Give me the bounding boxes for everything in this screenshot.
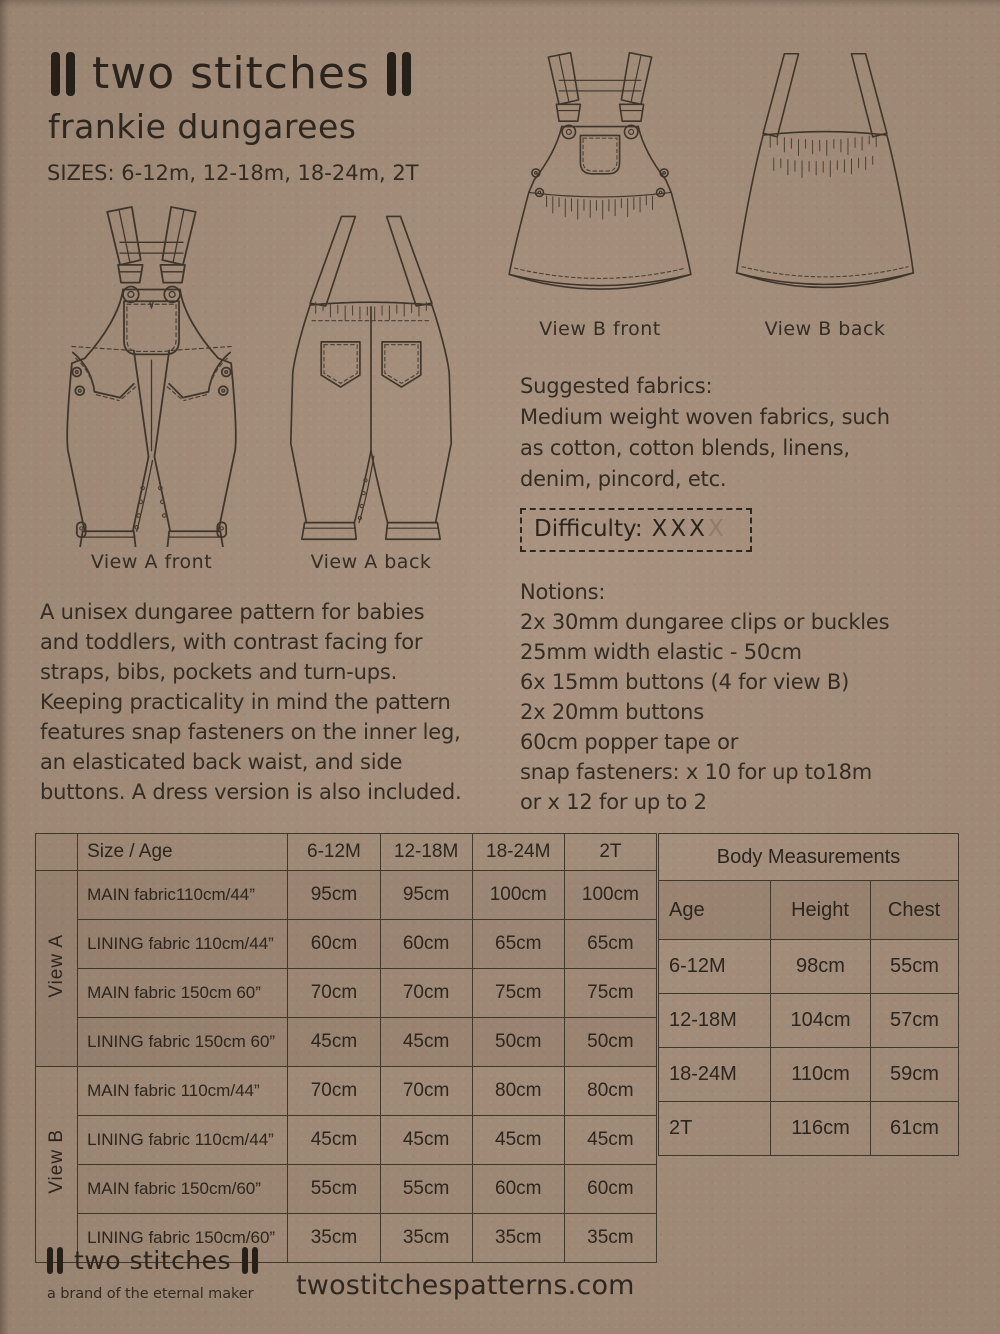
view-a-back-drawing xyxy=(288,205,454,547)
fabric-col-header: 12-18M xyxy=(380,834,472,871)
suggested-fabrics-line: denim, pincord, etc. xyxy=(520,467,727,491)
suggested-fabrics-block xyxy=(520,371,890,495)
fabric-row-label: MAIN fabric 110cm/44” xyxy=(78,1067,288,1116)
scan-edge-shadow xyxy=(0,0,10,1334)
view-b-group-cell xyxy=(36,1067,78,1263)
fabric-col-header: 2T xyxy=(564,834,656,871)
body-height-cell: 104cm xyxy=(771,994,871,1048)
footer-brand-name: two stitches xyxy=(74,1246,232,1275)
corner-cell xyxy=(36,834,78,871)
fabric-cell: 50cm xyxy=(472,1018,564,1067)
body-col-header: Chest xyxy=(871,881,959,940)
body-table-title: Body Measurements xyxy=(659,834,959,881)
view-a-group-cell xyxy=(36,871,78,1067)
body-age-cell: 2T xyxy=(659,1102,771,1156)
suggested-fabrics-line: Medium weight woven fabrics, such xyxy=(520,405,890,429)
table-row xyxy=(36,1165,657,1214)
view-b-back-drawing xyxy=(716,52,934,310)
fabric-cell: 35cm xyxy=(564,1214,656,1263)
fabric-cell: 70cm xyxy=(380,969,472,1018)
fabric-row-label: LINING fabric 150cm/60” xyxy=(78,1214,288,1263)
table-row xyxy=(36,1067,657,1116)
fabric-cell: 45cm xyxy=(564,1116,656,1165)
fabric-col-header: 18-24M xyxy=(472,834,564,871)
fabric-cell: 75cm xyxy=(564,969,656,1018)
notion-item: or x 12 for up to 2 xyxy=(520,790,707,814)
fabric-cell: 35cm xyxy=(472,1214,564,1263)
fabric-cell: 95cm xyxy=(288,871,380,920)
body-chest-cell: 55cm xyxy=(871,940,959,994)
difficulty-label: Difficulty: xyxy=(534,516,643,542)
notion-item: 2x 30mm dungaree clips or buckles xyxy=(520,610,890,634)
fabric-cell: 60cm xyxy=(564,1165,656,1214)
description-block xyxy=(40,597,461,807)
fabric-cell: 45cm xyxy=(288,1116,380,1165)
notion-item: 6x 15mm buttons (4 for view B) xyxy=(520,670,850,694)
table-row xyxy=(659,1102,959,1156)
table-header-row xyxy=(36,834,657,871)
sizes-line: SIZES: 6-12m, 12-18m, 18-24m, 2T xyxy=(47,161,419,185)
brand-name: two stitches xyxy=(92,48,370,99)
fabric-cell: 70cm xyxy=(380,1067,472,1116)
suggested-fabrics-title: Suggested fabrics: xyxy=(520,374,713,398)
fabric-cell: 70cm xyxy=(288,1067,380,1116)
fabric-row-label: MAIN fabric 150cm/60” xyxy=(78,1165,288,1214)
fabric-cell: 70cm xyxy=(288,969,380,1018)
footer-website: twostitchespatterns.com xyxy=(296,1270,635,1301)
description-line: Keeping practicality in mind the pattern xyxy=(40,690,451,714)
fabric-cell: 80cm xyxy=(564,1067,656,1116)
logo-bars-icon xyxy=(384,52,414,96)
fabric-cell: 35cm xyxy=(380,1214,472,1263)
brand-logo xyxy=(48,48,414,99)
difficulty-filled: XXX xyxy=(651,516,708,542)
fabric-cell: 45cm xyxy=(288,1018,380,1067)
fabric-cell: 80cm xyxy=(472,1067,564,1116)
description-line: features snap fasteners on the inner leg, xyxy=(40,720,461,744)
fabric-row-label: LINING fabric 110cm/44” xyxy=(78,920,288,969)
suggested-fabrics-line: as cotton, cotton blends, linens, xyxy=(520,436,850,460)
body-height-cell: 98cm xyxy=(771,940,871,994)
view-a-back-label: View A back xyxy=(310,551,432,573)
body-age-cell: 12-18M xyxy=(659,994,771,1048)
fabric-col-header: Size / Age xyxy=(78,834,288,871)
body-col-header: Height xyxy=(771,881,871,940)
body-chest-cell: 57cm xyxy=(871,994,959,1048)
body-height-cell: 110cm xyxy=(771,1048,871,1102)
body-col-header: Age xyxy=(659,881,771,940)
view-a-group-label: View A xyxy=(45,933,67,998)
notion-item: 60cm popper tape or xyxy=(520,730,739,754)
fabric-cell: 60cm xyxy=(380,920,472,969)
fabric-cell: 45cm xyxy=(380,1018,472,1067)
view-b-front-drawing xyxy=(488,50,712,310)
view-b-front-label: View B front xyxy=(539,318,661,340)
view-a-front-drawing xyxy=(63,203,240,547)
table-row xyxy=(659,994,959,1048)
fabric-cell: 100cm xyxy=(472,871,564,920)
fabric-col-header: 6-12M xyxy=(288,834,380,871)
table-row xyxy=(36,871,657,920)
pattern-name: frankie dungarees xyxy=(48,107,357,146)
body-table-header-row xyxy=(659,881,959,940)
table-row xyxy=(36,1116,657,1165)
body-chest-cell: 61cm xyxy=(871,1102,959,1156)
table-row xyxy=(36,969,657,1018)
fabric-row-label: LINING fabric 110cm/44” xyxy=(78,1116,288,1165)
difficulty-faded: X xyxy=(707,516,727,542)
body-age-cell: 18-24M xyxy=(659,1048,771,1102)
logo-bars-icon xyxy=(240,1247,260,1274)
body-chest-cell: 59cm xyxy=(871,1048,959,1102)
description-line: an elasticated back waist, and side xyxy=(40,750,403,774)
view-b-group-label: View B xyxy=(45,1129,67,1194)
body-table-title-row xyxy=(659,834,959,881)
scan-edge-shadow-top xyxy=(0,0,1000,8)
footer-tagline: a brand of the eternal maker xyxy=(47,1286,254,1302)
fabric-cell: 35cm xyxy=(288,1214,380,1263)
body-height-cell: 116cm xyxy=(771,1102,871,1156)
description-line: straps, bibs, pockets and turn-ups. xyxy=(40,660,398,684)
fabric-row-label: MAIN fabric 150cm 60” xyxy=(78,969,288,1018)
description-line: buttons. A dress version is also included. xyxy=(40,780,462,804)
notion-item: 25mm width elastic - 50cm xyxy=(520,640,802,664)
fabric-requirements-table xyxy=(35,833,657,1263)
fabric-cell: 75cm xyxy=(472,969,564,1018)
fabric-cell: 50cm xyxy=(564,1018,656,1067)
logo-bars-icon xyxy=(45,1247,65,1274)
table-row xyxy=(659,1048,959,1102)
fabric-cell: 60cm xyxy=(472,1165,564,1214)
fabric-cell: 55cm xyxy=(380,1165,472,1214)
view-a-front-label: View A front xyxy=(90,551,213,573)
difficulty-box xyxy=(520,508,752,552)
notion-item: 2x 20mm buttons xyxy=(520,700,704,724)
description-line: and toddlers, with contrast facing for xyxy=(40,630,423,654)
notion-item: snap fasteners: x 10 for up to18m xyxy=(520,760,873,784)
view-b-back-label: View B back xyxy=(764,318,886,340)
fabric-cell: 55cm xyxy=(288,1165,380,1214)
fabric-cell: 45cm xyxy=(472,1116,564,1165)
footer-logo xyxy=(45,1246,260,1275)
fabric-cell: 60cm xyxy=(288,920,380,969)
fabric-row-label: MAIN fabric110cm/44” xyxy=(78,871,288,920)
notions-block xyxy=(520,577,889,817)
fabric-cell: 95cm xyxy=(380,871,472,920)
notions-title: Notions: xyxy=(520,580,606,604)
body-measurements-table xyxy=(658,833,959,1156)
fabric-cell: 100cm xyxy=(564,871,656,920)
table-row xyxy=(36,1018,657,1067)
description-line: A unisex dungaree pattern for babies xyxy=(40,600,425,624)
fabric-row-label: LINING fabric 150cm 60” xyxy=(78,1018,288,1067)
fabric-cell: 65cm xyxy=(472,920,564,969)
logo-bars-icon xyxy=(48,52,78,96)
table-row xyxy=(36,920,657,969)
body-age-cell: 6-12M xyxy=(659,940,771,994)
fabric-cell: 45cm xyxy=(380,1116,472,1165)
fabric-cell: 65cm xyxy=(564,920,656,969)
table-row xyxy=(659,940,959,994)
